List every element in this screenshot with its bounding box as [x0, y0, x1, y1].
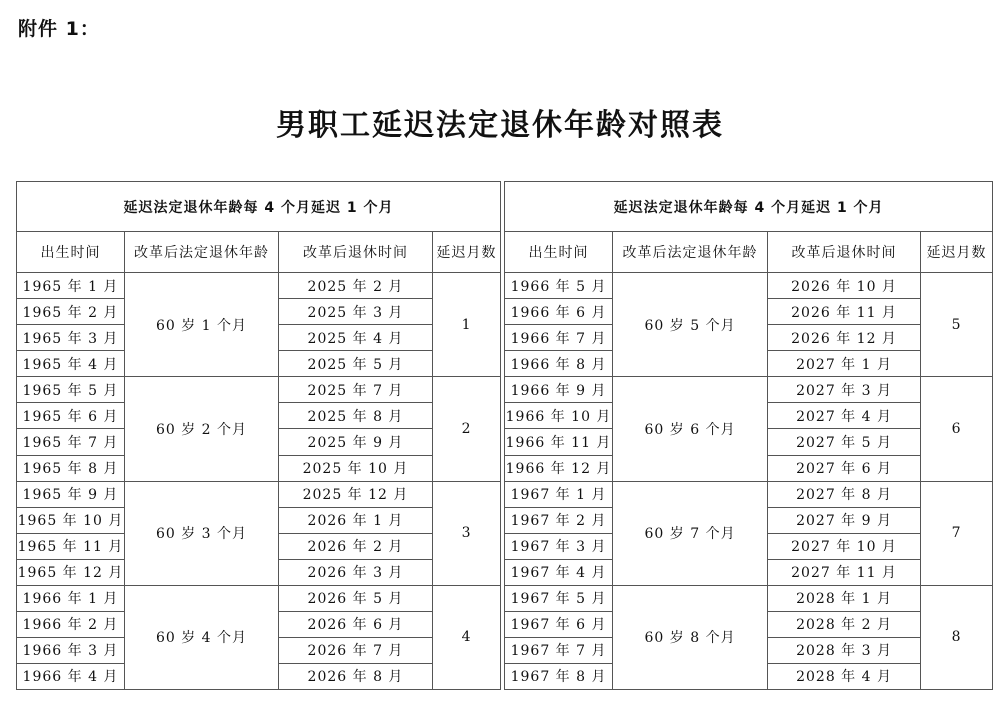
delay-months-cell: 6	[921, 377, 993, 481]
birth-cell: 1967 年 1 月	[505, 481, 613, 507]
retirement-time-cell: 2026 年 2 月	[279, 533, 433, 559]
birth-cell: 1966 年 12 月	[505, 455, 613, 481]
birth-cell: 1965 年 6 月	[17, 403, 125, 429]
retirement-age-cell: 60 岁 8 个月	[613, 585, 768, 689]
group-header-row	[505, 182, 993, 232]
column-header-row	[17, 232, 501, 273]
table-row	[17, 377, 501, 403]
retirement-time-cell: 2026 年 3 月	[279, 559, 433, 585]
birth-cell: 1965 年 11 月	[17, 533, 125, 559]
retirement-time-cell: 2027 年 8 月	[768, 481, 921, 507]
retirement-time-cell: 2026 年 7 月	[279, 637, 433, 663]
attachment-label: 附件 1：	[18, 18, 100, 40]
retirement-time-cell: 2025 年 5 月	[279, 351, 433, 377]
retirement-time-cell: 2026 年 12 月	[768, 325, 921, 351]
birth-cell: 1966 年 7 月	[505, 325, 613, 351]
retirement-time-cell: 2026 年 11 月	[768, 299, 921, 325]
retirement-time-cell: 2025 年 2 月	[279, 273, 433, 299]
birth-cell: 1967 年 2 月	[505, 507, 613, 533]
table-row	[17, 481, 501, 507]
delay-months-cell: 5	[921, 273, 993, 377]
column-header: 改革后法定退休年龄	[613, 232, 768, 273]
retirement-time-cell: 2025 年 3 月	[279, 299, 433, 325]
birth-cell: 1965 年 8 月	[17, 455, 125, 481]
birth-cell: 1965 年 1 月	[17, 273, 125, 299]
birth-cell: 1967 年 8 月	[505, 663, 613, 689]
birth-cell: 1965 年 10 月	[17, 507, 125, 533]
birth-cell: 1966 年 10 月	[505, 403, 613, 429]
column-header: 改革后退休时间	[768, 232, 921, 273]
column-header: 出生时间	[17, 232, 125, 273]
retirement-time-cell: 2027 年 3 月	[768, 377, 921, 403]
table-row	[505, 585, 993, 611]
column-header-row	[505, 232, 993, 273]
column-header: 改革后法定退休年龄	[125, 232, 279, 273]
comparison-tables	[16, 181, 991, 690]
retirement-time-cell: 2027 年 1 月	[768, 351, 921, 377]
retirement-time-cell: 2026 年 5 月	[279, 585, 433, 611]
retirement-age-cell: 60 岁 2 个月	[125, 377, 279, 481]
retirement-time-cell: 2025 年 4 月	[279, 325, 433, 351]
birth-cell: 1966 年 1 月	[17, 585, 125, 611]
delay-months-cell: 3	[433, 481, 501, 585]
birth-cell: 1965 年 9 月	[17, 481, 125, 507]
retirement-time-cell: 2028 年 2 月	[768, 611, 921, 637]
birth-cell: 1965 年 7 月	[17, 429, 125, 455]
birth-cell: 1966 年 9 月	[505, 377, 613, 403]
retirement-time-cell: 2025 年 7 月	[279, 377, 433, 403]
column-header: 延迟月数	[921, 232, 993, 273]
table-row	[505, 377, 993, 403]
delay-months-cell: 8	[921, 585, 993, 689]
retirement-time-cell: 2025 年 12 月	[279, 481, 433, 507]
birth-cell: 1966 年 11 月	[505, 429, 613, 455]
retirement-time-cell: 2027 年 6 月	[768, 455, 921, 481]
group-header-row	[17, 182, 501, 232]
retirement-time-cell: 2028 年 4 月	[768, 663, 921, 689]
birth-cell: 1967 年 4 月	[505, 559, 613, 585]
table-row	[505, 481, 993, 507]
birth-cell: 1967 年 3 月	[505, 533, 613, 559]
retirement-time-cell: 2027 年 5 月	[768, 429, 921, 455]
retirement-time-cell: 2026 年 10 月	[768, 273, 921, 299]
retirement-age-cell: 60 岁 6 个月	[613, 377, 768, 481]
retirement-time-cell: 2027 年 4 月	[768, 403, 921, 429]
birth-cell: 1966 年 5 月	[505, 273, 613, 299]
birth-cell: 1967 年 5 月	[505, 585, 613, 611]
birth-cell: 1965 年 12 月	[17, 559, 125, 585]
retirement-time-cell: 2026 年 8 月	[279, 663, 433, 689]
page-title: 男职工延迟法定退休年龄对照表	[276, 108, 724, 143]
table-row	[17, 585, 501, 611]
retirement-time-cell: 2025 年 9 月	[279, 429, 433, 455]
birth-cell: 1967 年 6 月	[505, 611, 613, 637]
birth-cell: 1966 年 3 月	[17, 637, 125, 663]
birth-cell: 1966 年 2 月	[17, 611, 125, 637]
retirement-age-cell: 60 岁 4 个月	[125, 585, 279, 689]
table-row	[505, 273, 993, 299]
birth-cell: 1967 年 7 月	[505, 637, 613, 663]
column-header: 出生时间	[505, 232, 613, 273]
retirement-age-cell: 60 岁 5 个月	[613, 273, 768, 377]
retirement-age-cell: 60 岁 7 个月	[613, 481, 768, 585]
comparison-table-left	[16, 181, 501, 690]
retirement-time-cell: 2026 年 1 月	[279, 507, 433, 533]
retirement-time-cell: 2028 年 3 月	[768, 637, 921, 663]
birth-cell: 1966 年 6 月	[505, 299, 613, 325]
birth-cell: 1965 年 2 月	[17, 299, 125, 325]
column-header: 延迟月数	[433, 232, 501, 273]
retirement-time-cell: 2027 年 10 月	[768, 533, 921, 559]
birth-cell: 1965 年 3 月	[17, 325, 125, 351]
birth-cell: 1966 年 8 月	[505, 351, 613, 377]
table-row	[17, 273, 501, 299]
retirement-time-cell: 2025 年 8 月	[279, 403, 433, 429]
group-header: 延迟法定退休年龄每 4 个月延迟 1 个月	[17, 182, 501, 232]
retirement-age-cell: 60 岁 3 个月	[125, 481, 279, 585]
group-header: 延迟法定退休年龄每 4 个月延迟 1 个月	[505, 182, 993, 232]
retirement-time-cell: 2027 年 9 月	[768, 507, 921, 533]
delay-months-cell: 2	[433, 377, 501, 481]
birth-cell: 1965 年 4 月	[17, 351, 125, 377]
comparison-table-right	[504, 181, 993, 690]
retirement-age-cell: 60 岁 1 个月	[125, 273, 279, 377]
birth-cell: 1966 年 4 月	[17, 663, 125, 689]
retirement-time-cell: 2027 年 11 月	[768, 559, 921, 585]
delay-months-cell: 7	[921, 481, 993, 585]
retirement-time-cell: 2026 年 6 月	[279, 611, 433, 637]
retirement-time-cell: 2025 年 10 月	[279, 455, 433, 481]
column-header: 改革后退休时间	[279, 232, 433, 273]
retirement-time-cell: 2028 年 1 月	[768, 585, 921, 611]
delay-months-cell: 1	[433, 273, 501, 377]
birth-cell: 1965 年 5 月	[17, 377, 125, 403]
delay-months-cell: 4	[433, 585, 501, 689]
